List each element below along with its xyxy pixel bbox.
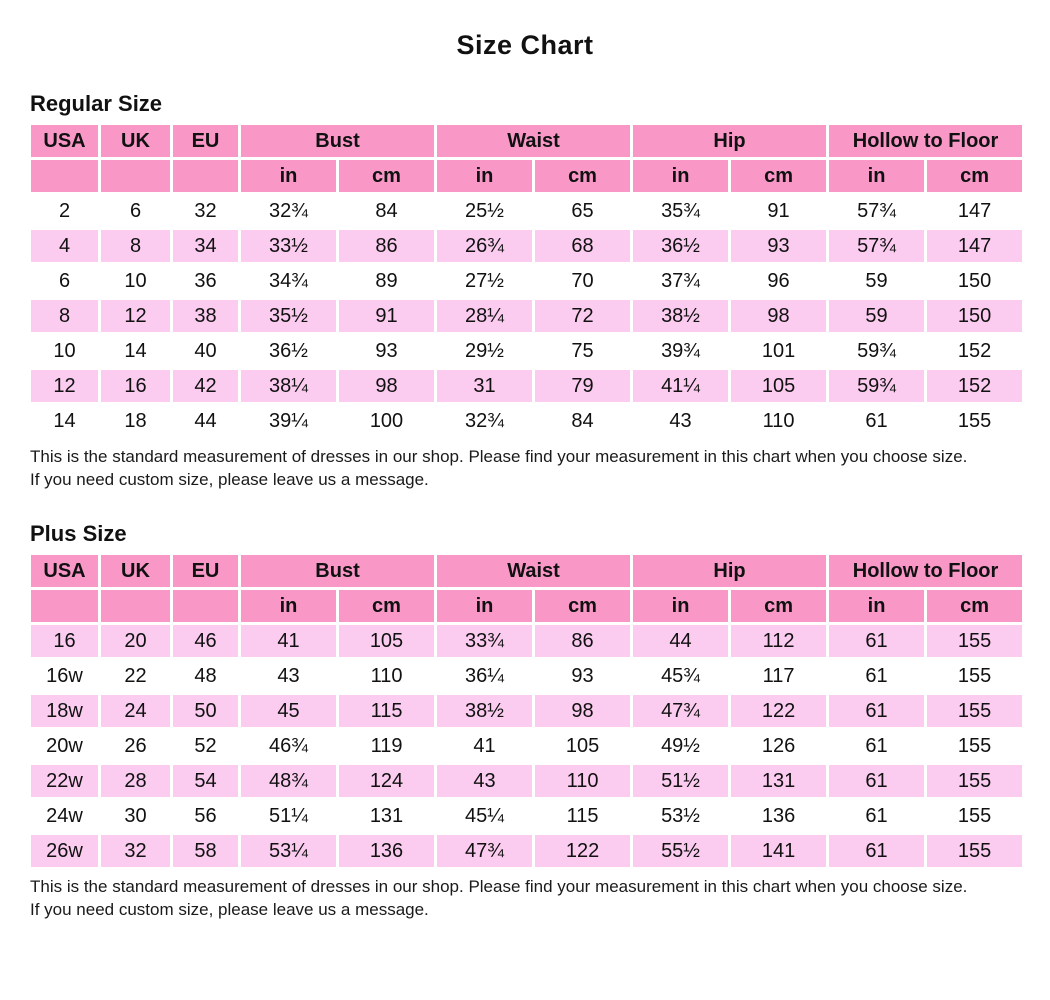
cell: 51½ (632, 764, 730, 799)
cell: 18 (100, 404, 172, 439)
cell: 16w (30, 659, 100, 694)
unit-header: in (240, 589, 338, 624)
cell: 59¾ (828, 369, 926, 404)
column-group-header: UK (100, 554, 172, 589)
cell: 86 (534, 624, 632, 659)
cell: 150 (926, 299, 1024, 334)
column-group-header: Waist (436, 554, 632, 589)
cell: 48 (172, 659, 240, 694)
cell: 16 (30, 624, 100, 659)
column-group-header: USA (30, 554, 100, 589)
column-group-header: EU (172, 554, 240, 589)
cell: 96 (730, 264, 828, 299)
cell: 16 (100, 369, 172, 404)
unit-header: cm (338, 589, 436, 624)
plus-size-heading: Plus Size (30, 521, 127, 546)
column-group-header: Hollow to Floor (828, 554, 1024, 589)
cell: 28 (100, 764, 172, 799)
cell: 155 (926, 729, 1024, 764)
cell: 54 (172, 764, 240, 799)
cell: 8 (30, 299, 100, 334)
cell: 2 (30, 194, 100, 229)
cell: 45¼ (436, 799, 534, 834)
unit-header: in (240, 159, 338, 194)
unit-header: cm (730, 159, 828, 194)
table-row (30, 624, 1024, 659)
unit-header: cm (534, 589, 632, 624)
cell: 155 (926, 659, 1024, 694)
cell: 38 (172, 299, 240, 334)
cell: 61 (828, 799, 926, 834)
cell: 22 (100, 659, 172, 694)
cell: 61 (828, 659, 926, 694)
cell: 84 (338, 194, 436, 229)
table-row (30, 369, 1024, 404)
group-header-row (30, 124, 1024, 159)
cell: 31 (436, 369, 534, 404)
cell: 29½ (436, 334, 534, 369)
unit-header: cm (926, 589, 1024, 624)
cell: 24 (100, 694, 172, 729)
empty-header-cell (30, 159, 100, 194)
custom-size-note-line2: If you need custom size, please leave us a message. (30, 900, 429, 919)
cell: 105 (534, 729, 632, 764)
unit-header: cm (926, 159, 1024, 194)
cell: 59 (828, 264, 926, 299)
table-row (30, 299, 1024, 334)
cell: 6 (30, 264, 100, 299)
column-group-header: EU (172, 124, 240, 159)
cell: 61 (828, 834, 926, 869)
measurement-note-line1: This is the standard measurement of dresses in our shop. Please find your measurement in this chart when you choose size. (30, 877, 968, 896)
cell: 93 (730, 229, 828, 264)
column-group-header: Bust (240, 124, 436, 159)
measurement-note-line1: This is the standard measurement of dresses in our shop. Please find your measurement in this chart when you choose size. (30, 447, 968, 466)
cell: 131 (338, 799, 436, 834)
cell: 32¾ (436, 404, 534, 439)
cell: 147 (926, 229, 1024, 264)
empty-header-cell (30, 589, 100, 624)
cell: 79 (534, 369, 632, 404)
cell: 61 (828, 624, 926, 659)
unit-header: in (828, 159, 926, 194)
cell: 131 (730, 764, 828, 799)
cell: 20 (100, 624, 172, 659)
cell: 152 (926, 369, 1024, 404)
cell: 141 (730, 834, 828, 869)
regular-size-table (28, 122, 1025, 440)
cell: 33½ (240, 229, 338, 264)
cell: 110 (534, 764, 632, 799)
cell: 136 (338, 834, 436, 869)
empty-header-cell (100, 589, 172, 624)
cell: 93 (534, 659, 632, 694)
cell: 35½ (240, 299, 338, 334)
cell: 20w (30, 729, 100, 764)
cell: 45 (240, 694, 338, 729)
column-group-header: UK (100, 124, 172, 159)
cell: 84 (534, 404, 632, 439)
cell: 55½ (632, 834, 730, 869)
cell: 50 (172, 694, 240, 729)
cell: 12 (30, 369, 100, 404)
cell: 36½ (632, 229, 730, 264)
cell: 75 (534, 334, 632, 369)
cell: 147 (926, 194, 1024, 229)
table-row (30, 334, 1024, 369)
cell: 14 (30, 404, 100, 439)
cell: 36½ (240, 334, 338, 369)
cell: 61 (828, 764, 926, 799)
cell: 61 (828, 404, 926, 439)
cell: 59¾ (828, 334, 926, 369)
cell: 24w (30, 799, 100, 834)
cell: 18w (30, 694, 100, 729)
cell: 105 (730, 369, 828, 404)
table-row (30, 834, 1024, 869)
cell: 58 (172, 834, 240, 869)
cell: 110 (338, 659, 436, 694)
cell: 155 (926, 694, 1024, 729)
cell: 26 (100, 729, 172, 764)
page-title: Size Chart (456, 30, 594, 60)
cell: 122 (730, 694, 828, 729)
table-row (30, 659, 1024, 694)
cell: 155 (926, 764, 1024, 799)
cell: 46¾ (240, 729, 338, 764)
cell: 36¼ (436, 659, 534, 694)
cell: 98 (338, 369, 436, 404)
cell: 34 (172, 229, 240, 264)
cell: 112 (730, 624, 828, 659)
cell: 122 (534, 834, 632, 869)
cell: 119 (338, 729, 436, 764)
cell: 22w (30, 764, 100, 799)
column-group-header: Bust (240, 554, 436, 589)
regular-size-heading: Regular Size (30, 91, 163, 116)
cell: 12 (100, 299, 172, 334)
cell: 42 (172, 369, 240, 404)
cell: 93 (338, 334, 436, 369)
unit-header-row (30, 159, 1024, 194)
cell: 38½ (436, 694, 534, 729)
cell: 47¾ (632, 694, 730, 729)
table-row (30, 229, 1024, 264)
cell: 57¾ (828, 194, 926, 229)
cell: 39¼ (240, 404, 338, 439)
cell: 89 (338, 264, 436, 299)
table-row (30, 799, 1024, 834)
cell: 34¾ (240, 264, 338, 299)
cell: 40 (172, 334, 240, 369)
column-group-header: Hip (632, 124, 828, 159)
unit-header: in (632, 589, 730, 624)
cell: 28¼ (436, 299, 534, 334)
empty-header-cell (100, 159, 172, 194)
cell: 70 (534, 264, 632, 299)
cell: 117 (730, 659, 828, 694)
cell: 44 (632, 624, 730, 659)
cell: 39¾ (632, 334, 730, 369)
cell: 124 (338, 764, 436, 799)
cell: 27½ (436, 264, 534, 299)
cell: 68 (534, 229, 632, 264)
unit-header: cm (338, 159, 436, 194)
cell: 100 (338, 404, 436, 439)
column-group-header: Hollow to Floor (828, 124, 1024, 159)
cell: 115 (534, 799, 632, 834)
cell: 32 (172, 194, 240, 229)
cell: 86 (338, 229, 436, 264)
table-row (30, 404, 1024, 439)
plus-size-table (28, 552, 1025, 870)
unit-header-row (30, 589, 1024, 624)
cell: 38½ (632, 299, 730, 334)
cell: 52 (172, 729, 240, 764)
cell: 91 (338, 299, 436, 334)
cell: 41¼ (632, 369, 730, 404)
cell: 4 (30, 229, 100, 264)
cell: 126 (730, 729, 828, 764)
cell: 91 (730, 194, 828, 229)
cell: 61 (828, 729, 926, 764)
cell: 26w (30, 834, 100, 869)
unit-header: cm (730, 589, 828, 624)
cell: 105 (338, 624, 436, 659)
cell: 155 (926, 799, 1024, 834)
table-row (30, 264, 1024, 299)
table-row (30, 194, 1024, 229)
cell: 43 (436, 764, 534, 799)
cell: 49½ (632, 729, 730, 764)
table-row (30, 694, 1024, 729)
cell: 14 (100, 334, 172, 369)
cell: 43 (240, 659, 338, 694)
empty-header-cell (172, 159, 240, 194)
column-group-header: USA (30, 124, 100, 159)
unit-header: cm (534, 159, 632, 194)
cell: 43 (632, 404, 730, 439)
cell: 35¾ (632, 194, 730, 229)
cell: 155 (926, 404, 1024, 439)
cell: 38¼ (240, 369, 338, 404)
cell: 51¼ (240, 799, 338, 834)
unit-header: in (828, 589, 926, 624)
cell: 32 (100, 834, 172, 869)
cell: 41 (436, 729, 534, 764)
cell: 110 (730, 404, 828, 439)
cell: 46 (172, 624, 240, 659)
cell: 101 (730, 334, 828, 369)
cell: 8 (100, 229, 172, 264)
cell: 56 (172, 799, 240, 834)
cell: 6 (100, 194, 172, 229)
cell: 48¾ (240, 764, 338, 799)
cell: 150 (926, 264, 1024, 299)
cell: 44 (172, 404, 240, 439)
unit-header: in (436, 159, 534, 194)
custom-size-note-line2: If you need custom size, please leave us a message. (30, 470, 429, 489)
unit-header: in (436, 589, 534, 624)
cell: 26¾ (436, 229, 534, 264)
column-group-header: Hip (632, 554, 828, 589)
cell: 32¾ (240, 194, 338, 229)
cell: 45¾ (632, 659, 730, 694)
cell: 10 (30, 334, 100, 369)
cell: 72 (534, 299, 632, 334)
empty-header-cell (172, 589, 240, 624)
column-group-header: Waist (436, 124, 632, 159)
cell: 155 (926, 624, 1024, 659)
cell: 37¾ (632, 264, 730, 299)
cell: 65 (534, 194, 632, 229)
cell: 53¼ (240, 834, 338, 869)
cell: 136 (730, 799, 828, 834)
group-header-row (30, 554, 1024, 589)
table-row (30, 764, 1024, 799)
cell: 30 (100, 799, 172, 834)
cell: 115 (338, 694, 436, 729)
cell: 41 (240, 624, 338, 659)
plus-size-section (0, 521, 1050, 921)
cell: 61 (828, 694, 926, 729)
unit-header: in (632, 159, 730, 194)
table-row (30, 729, 1024, 764)
cell: 59 (828, 299, 926, 334)
regular-size-section (0, 91, 1050, 491)
cell: 33¾ (436, 624, 534, 659)
cell: 57¾ (828, 229, 926, 264)
cell: 155 (926, 834, 1024, 869)
cell: 10 (100, 264, 172, 299)
cell: 47¾ (436, 834, 534, 869)
cell: 53½ (632, 799, 730, 834)
cell: 36 (172, 264, 240, 299)
cell: 25½ (436, 194, 534, 229)
cell: 152 (926, 334, 1024, 369)
cell: 98 (534, 694, 632, 729)
cell: 98 (730, 299, 828, 334)
